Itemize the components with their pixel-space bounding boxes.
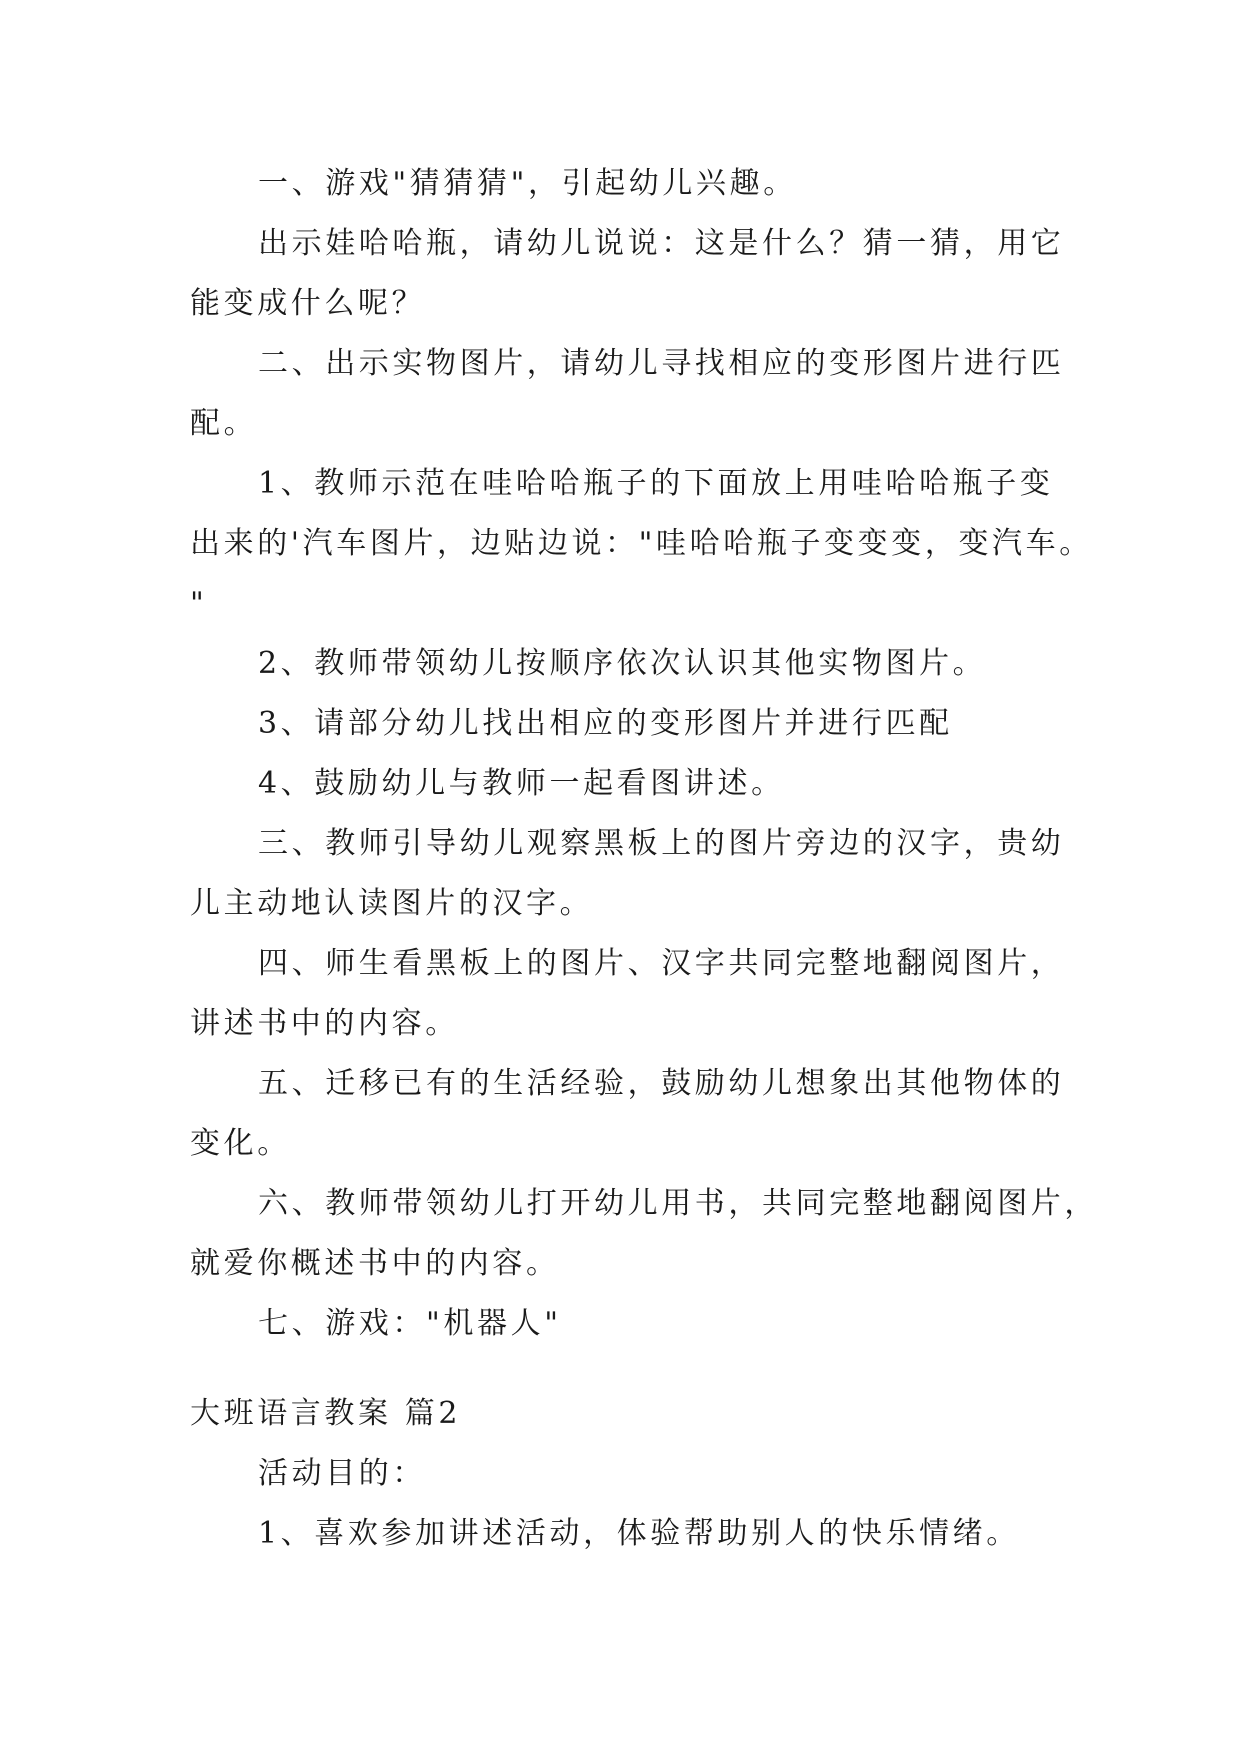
paragraph-line: 就爱你概述书中的内容。	[190, 1246, 560, 1281]
section-heading-2: 二、出示实物图片，请幼儿寻找相应的变形图片进行匹	[258, 346, 1065, 381]
paragraph-line: 出示娃哈哈瓶，请幼儿说说：这是什么？猜一猜，用它	[258, 226, 1065, 261]
paragraph-line: 变化。	[190, 1126, 291, 1161]
paragraph-line: "	[190, 586, 208, 621]
paragraph-line: 出来的'汽车图片，边贴边说："哇哈哈瓶子变变变，变汽车。	[190, 526, 1093, 561]
article-title: 大班语言教案 篇2	[190, 1396, 462, 1431]
section-heading-3: 三、教师引导幼儿观察黑板上的图片旁边的汉字，贵幼	[258, 826, 1065, 861]
paragraph-line: 配。	[190, 406, 258, 441]
paragraph-line: 讲述书中的内容。	[190, 1006, 459, 1041]
section-heading-5: 五、迁移已有的生活经验，鼓励幼儿想象出其他物体的	[258, 1066, 1065, 1101]
section-heading-7: 七、游戏："机器人"	[258, 1306, 562, 1341]
section-heading-1: 一、游戏"猜猜猜"，引起幼儿兴趣。	[258, 166, 797, 201]
subheading: 活动目的：	[258, 1456, 426, 1491]
paragraph-line: 儿主动地认读图片的汉字。	[190, 886, 594, 921]
section-heading-4: 四、师生看黑板上的图片、汉字共同完整地翻阅图片，	[258, 946, 1065, 981]
list-item-3: 3、请部分幼儿找出相应的变形图片并进行匹配	[258, 706, 953, 741]
list-item-1: 1、喜欢参加讲述活动，体验帮助别人的快乐情绪。	[258, 1516, 1020, 1551]
paragraph-line: 能变成什么呢？	[190, 286, 426, 321]
section-heading-6: 六、教师带领幼儿打开幼儿用书，共同完整地翻阅图片，	[258, 1186, 1098, 1221]
list-item-2: 2、教师带领幼儿按顺序依次认识其他实物图片。	[258, 646, 987, 681]
list-item-1: 1、教师示范在哇哈哈瓶子的下面放上用哇哈哈瓶子变	[258, 466, 1054, 501]
list-item-4: 4、鼓励幼儿与教师一起看图讲述。	[258, 766, 785, 801]
